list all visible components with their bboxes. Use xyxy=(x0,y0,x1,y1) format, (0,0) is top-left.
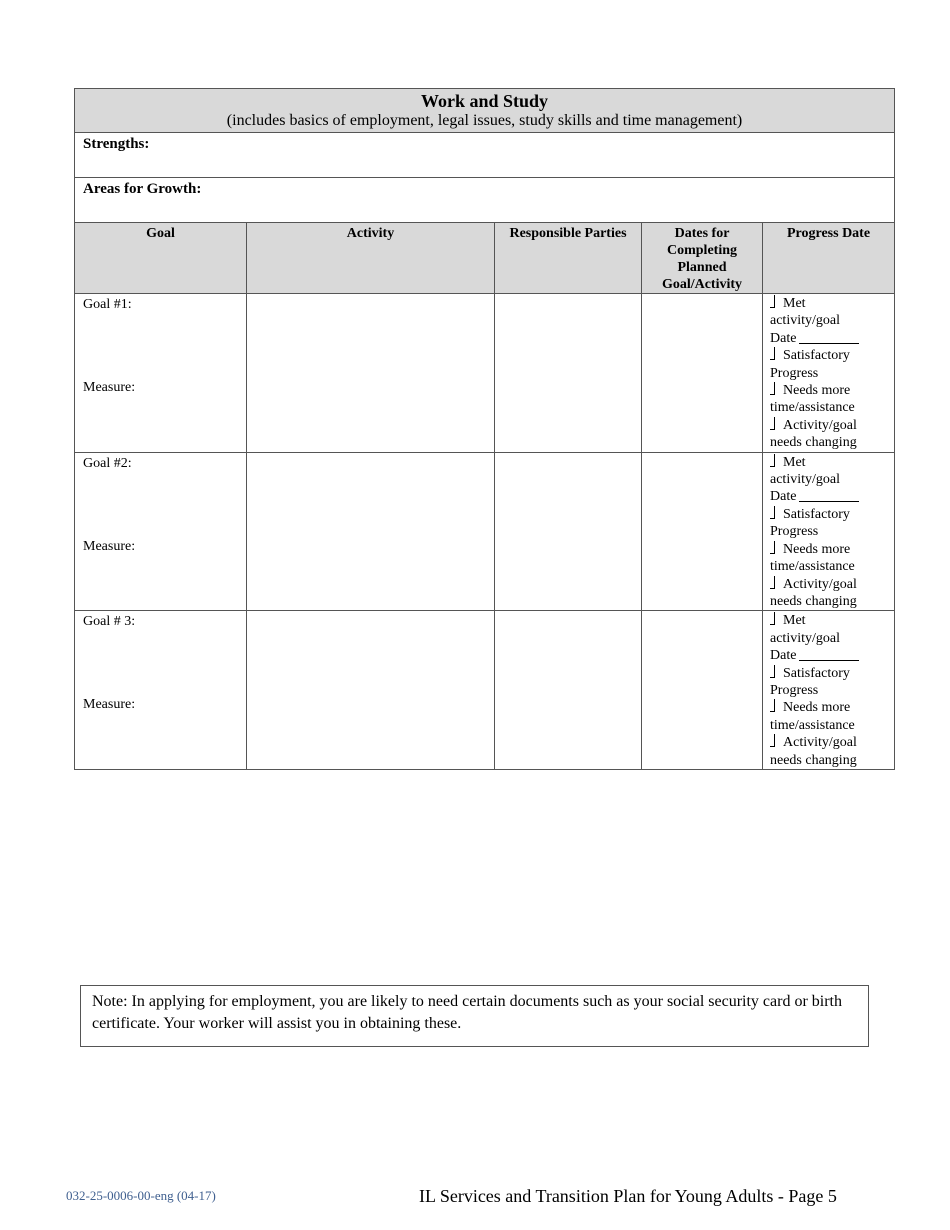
note-text: Note: In applying for employment, you are likely to need certain documents such as your social security card or birth certificate. Your worker will assist you in obtaining these. xyxy=(92,993,842,1032)
footer-page-title: IL Services and Transition Plan for Young Adults - Page 5 xyxy=(419,1186,837,1206)
responsible-parties-cell[interactable] xyxy=(495,294,642,453)
progress-option-satisfactory[interactable]: Satisfactory xyxy=(770,665,890,682)
progress-option-needs-more[interactable]: Needs more xyxy=(770,382,890,399)
measure-label: Measure: xyxy=(83,697,136,713)
progress-cell: Met activity/goal Date Satisfactory Progress Needs more time/assistance Activity/goal needs changing xyxy=(763,611,895,770)
progress-date-field[interactable]: Date xyxy=(770,330,890,347)
checkbox-icon[interactable] xyxy=(770,576,777,589)
goal-label: Goal #1: xyxy=(83,297,132,312)
progress-option-met[interactable]: Met xyxy=(770,612,890,629)
note-box xyxy=(80,985,869,1047)
progress-cell: Met activity/goal Date Satisfactory Progress Needs more time/assistance Activity/goal needs changing xyxy=(763,452,895,611)
dates-cell[interactable] xyxy=(642,294,763,453)
table-row xyxy=(75,611,895,770)
goal-label: Goal # 3: xyxy=(83,614,136,630)
growth-label: Areas for Growth: xyxy=(83,181,202,197)
work-study-table xyxy=(74,88,895,770)
dates-cell[interactable] xyxy=(642,611,763,770)
strengths-field[interactable] xyxy=(75,133,895,178)
checkbox-icon[interactable] xyxy=(770,699,777,712)
progress-option-needs-more[interactable]: Needs more xyxy=(770,699,890,716)
dates-cell[interactable] xyxy=(642,452,763,611)
checkbox-icon[interactable] xyxy=(770,665,777,678)
progress-option-changing[interactable]: Activity/goal xyxy=(770,576,890,593)
progress-option-satisfactory[interactable]: Satisfactory xyxy=(770,347,890,364)
header-goal: Goal xyxy=(75,223,247,294)
header-responsible-parties: Responsible Parties xyxy=(495,223,642,294)
section-header xyxy=(75,89,895,133)
checkbox-icon[interactable] xyxy=(770,347,777,360)
progress-cell: Met activity/goal Date Satisfactory Progress Needs more time/assistance Activity/goal needs changing xyxy=(763,294,895,453)
measure-label: Measure: xyxy=(83,380,136,395)
goal-cell[interactable] xyxy=(75,294,247,453)
checkbox-icon[interactable] xyxy=(770,382,777,395)
progress-date-field[interactable]: Date xyxy=(770,647,890,664)
goal-cell[interactable] xyxy=(75,611,247,770)
growth-field[interactable] xyxy=(75,178,895,223)
checkbox-icon[interactable] xyxy=(770,541,777,554)
progress-option-met[interactable]: Met xyxy=(770,454,890,471)
section-title: Work and Study xyxy=(420,91,549,111)
form-code: 032-25-0006-00-eng (04-17) xyxy=(66,1188,216,1203)
activity-cell[interactable] xyxy=(247,452,495,611)
date-blank[interactable] xyxy=(799,330,859,344)
responsible-parties-cell[interactable] xyxy=(495,452,642,611)
checkbox-icon[interactable] xyxy=(770,417,777,430)
progress-option-changing[interactable]: Activity/goal xyxy=(770,417,890,434)
date-blank[interactable] xyxy=(799,647,859,661)
date-blank[interactable] xyxy=(799,488,859,502)
activity-cell[interactable] xyxy=(247,611,495,770)
progress-option-satisfactory[interactable]: Satisfactory xyxy=(770,506,890,523)
progress-date-field[interactable]: Date xyxy=(770,488,890,505)
header-progress-date: Progress Date xyxy=(763,223,895,294)
goal-label: Goal #2: xyxy=(83,455,132,471)
progress-option-changing[interactable]: Activity/goal xyxy=(770,734,890,751)
progress-option-met[interactable]: Met xyxy=(770,295,890,312)
progress-option-needs-more[interactable]: Needs more xyxy=(770,541,890,558)
section-subtitle: (includes basics of employment, legal issues, study skills and time management) xyxy=(226,112,743,129)
header-dates: Dates for Completing Planned Goal/Activity xyxy=(642,223,763,294)
measure-label: Measure: xyxy=(83,538,136,554)
checkbox-icon[interactable] xyxy=(770,734,777,747)
checkbox-icon[interactable] xyxy=(770,612,777,625)
strengths-label: Strengths: xyxy=(83,136,150,152)
checkbox-icon[interactable] xyxy=(770,454,777,467)
checkbox-icon[interactable] xyxy=(770,295,777,308)
responsible-parties-cell[interactable] xyxy=(495,611,642,770)
header-activity: Activity xyxy=(247,223,495,294)
table-row xyxy=(75,452,895,611)
goal-cell[interactable] xyxy=(75,452,247,611)
activity-cell[interactable] xyxy=(247,294,495,453)
checkbox-icon[interactable] xyxy=(770,506,777,519)
table-row xyxy=(75,294,895,453)
